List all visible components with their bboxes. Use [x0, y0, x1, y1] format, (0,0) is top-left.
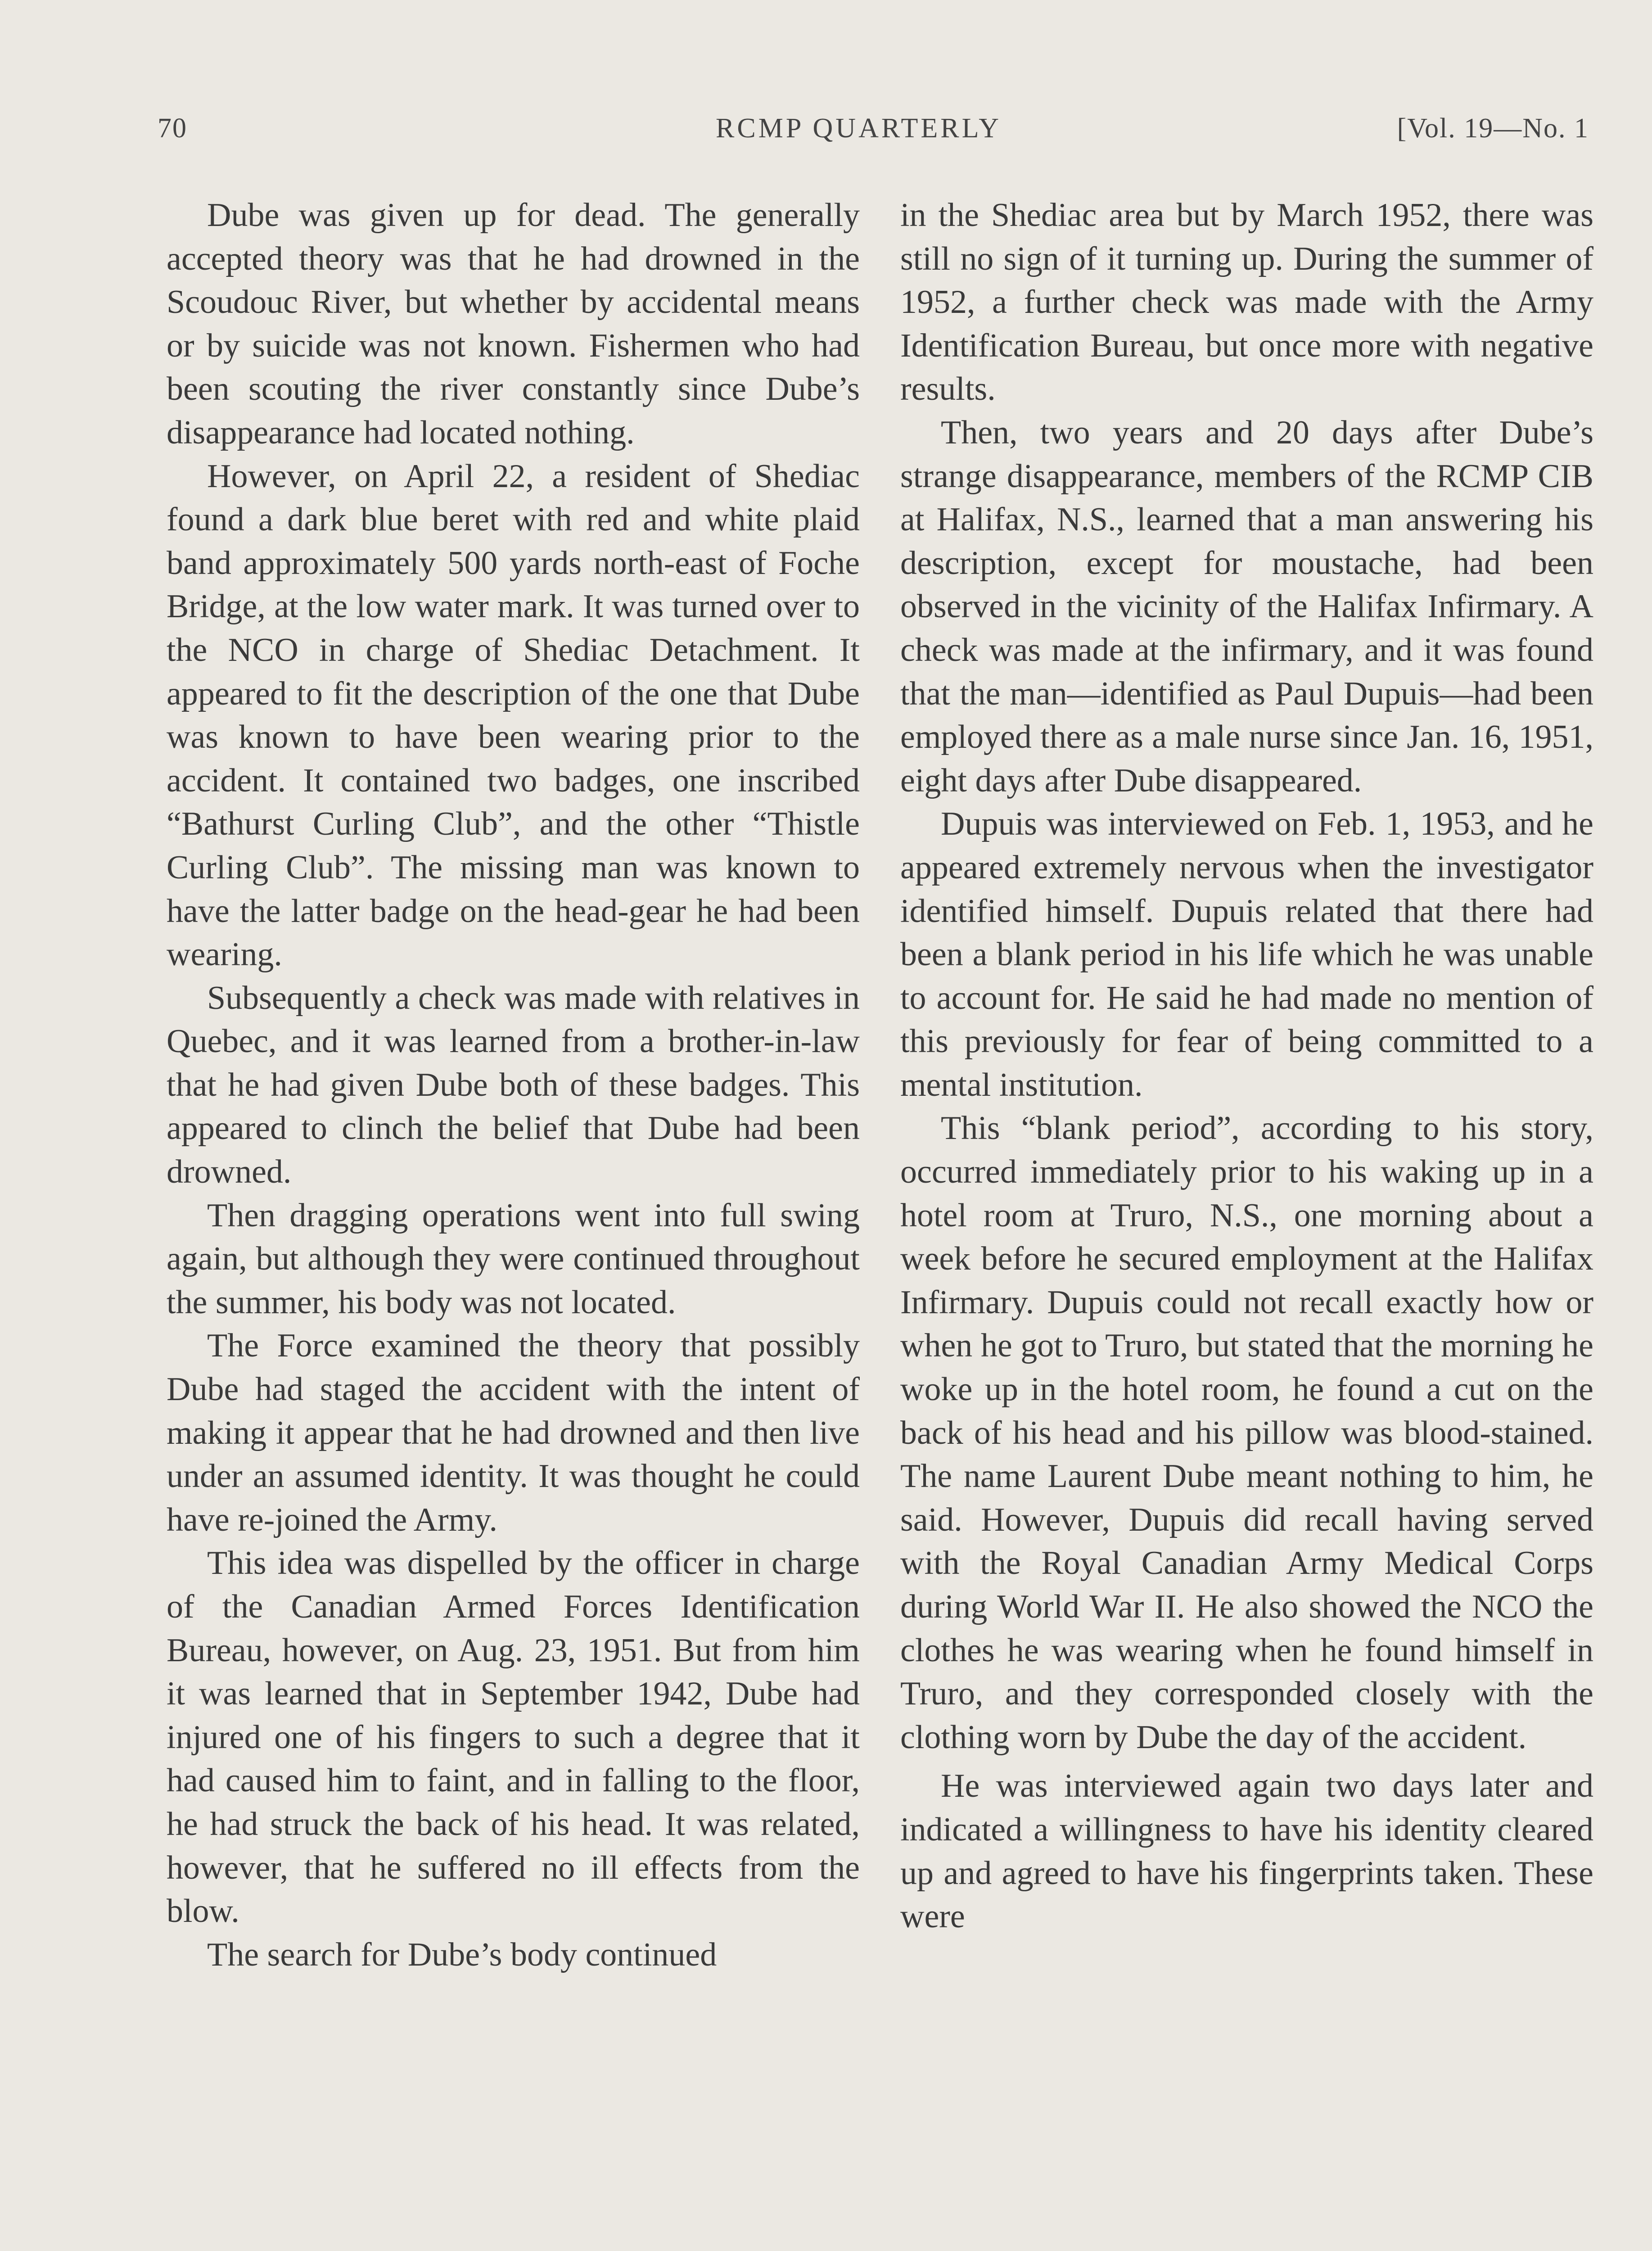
paragraph: This “blank period”, according to his story, occurred immediately prior to his waking up in a hotel room at Truro, N.S., one morning about a week before he secured employment at the Halifax Infirmary. Dupuis could not recall exactly how or when he got to Truro, but stated that the morning he woke up in the hotel room, he found a cut on the back of his head and his pillow was blood-stained. The name Laurent Dube meant nothing to him, he said. However, Dupuis did recall having served with the Royal Canadian Army Medical Corps during World War II. He also showed the NCO the clothes he was wearing when he found himself in Truro, and they corresponded closely with the clothing worn by Dube the day of the accident.	[900, 1110, 1593, 1756]
volume-issue: [Vol. 19—No. 1	[1397, 113, 1589, 144]
paragraph: Subsequently a check was made with relatives in Quebec, and it was learned from a brother-in-law that he had given Dube both of these badges. This appeared to clinch the belief that Dube had been drowned.	[167, 979, 860, 1191]
running-header	[158, 113, 1589, 149]
paragraph-continued: in the Shediac area but by March 1952, there was still no sign of it turning up. During the summer of 1952, a further check was made with the Army Identification Bureau, but once more with negative results.	[900, 197, 1593, 408]
paragraph: The Force examined the theory that possibly Dube had staged the accident with the intent of making it appear that he had drowned and then live under an assumed identity. It was thought he could have re-joined the Army.	[167, 1327, 860, 1538]
page-number: 70	[158, 113, 187, 144]
paragraph: However, on April 22, a resident of Shediac found a dark blue beret with red and white plaid band approximately 500 yards north-east of Foche Bridge, at the low water mark. It was turned over to the NCO in charge of Shediac Detachment. It appeared to fit the description of the one that Dube was known to have been wearing prior to the accident. It contained two badges, one inscribed “Bathurst Curling Club”, and the other “Thistle Curling Club”. The missing man was known to have the latter badge on the head-gear he had been wearing.	[167, 457, 860, 973]
paragraph: Then dragging operations went into full swing again, but although they were continued throughout the summer, his body was not located.	[167, 1197, 860, 1321]
paragraph: He was interviewed again two days later and indicated a willingness to have his identity cleared up and agreed to have his fingerprints taken. These were	[900, 1767, 1593, 1935]
paragraph: The search for Dube’s body continued	[207, 1936, 717, 1973]
paragraph: Then, two years and 20 days after Dube’s strange disappearance, members of the RCMP CIB at Halifax, N.S., learned that a man answering his description, except for moustache, had been observed in the vicinity of the Halifax Infirmary. A check was made at the infirmary, and it was found that the man—identified as Paul Dupuis—had been employed there as a male nurse since Jan. 16, 1951, eight days after Dube disappeared.	[900, 414, 1593, 799]
paragraph: This idea was dispelled by the officer in charge of the Canadian Armed Forces Identification Bureau, however, on Aug. 23, 1951. But from him it was learned that in September 1942, Dube had injured one of his fingers to such a degree that it had caused him to faint, and in falling to the floor, he had struck the back of his head. It was related, however, that he suffered no ill effects from the blow.	[167, 1545, 860, 1930]
paragraph: Dupuis was interviewed on Feb. 1, 1953, and he appeared extremely nervous when the investigator identified himself. Dupuis related that there had been a blank period in his life which he was unable to account for. He said he had made no mention of this previously for fear of being committed to a mental institution.	[900, 805, 1593, 1103]
right-column	[900, 194, 1593, 2251]
journal-title: RCMP QUARTERLY	[716, 113, 1002, 144]
paragraph: Dube was given up for dead. The generally accepted theory was that he had drowned in the Scoudouc River, but whether by accidental means or by suicide was not known. Fishermen who had been scouting the river constantly since Dube’s disappearance had located nothing.	[167, 197, 860, 451]
left-column	[167, 194, 860, 2251]
